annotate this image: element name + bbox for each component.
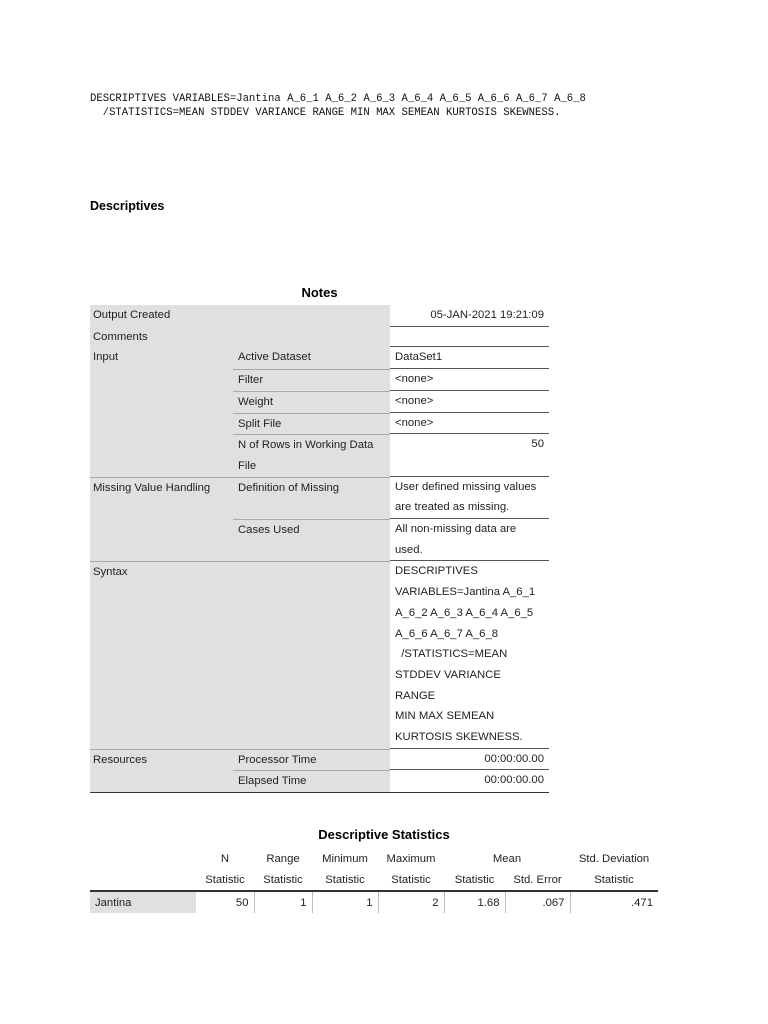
notes-label-processor-time: Processor Time (233, 749, 390, 771)
syntax-block (90, 92, 586, 120)
notes-value-filter: <none> (390, 369, 549, 391)
notes-value-cases-used-line-2: used. (395, 543, 423, 556)
desc-value-mean: 1.68 (444, 891, 505, 913)
notes-value-processor-time: 00:00:00.00 (390, 749, 549, 771)
notes-label-output-created: Output Created (90, 305, 233, 327)
desc-subheader-mean-se: Std. Error (505, 869, 570, 891)
notes-value-n-rows: 50 (390, 434, 549, 476)
desc-subheader-std-dev: Statistic (570, 869, 658, 891)
desc-value-minimum: 1 (312, 891, 378, 913)
notes-value-active-dataset: DataSet1 (390, 347, 549, 369)
notes-label-comments: Comments (90, 327, 233, 348)
notes-value-definition-line-2: are treated as missing. (395, 501, 510, 514)
notes-title: Notes (301, 285, 338, 300)
desc-subheader-minimum: Statistic (312, 869, 378, 891)
notes-syntax-line: /STATISTICS=MEAN (395, 648, 508, 661)
desc-value-std-error: .067 (505, 891, 570, 913)
notes-label-elapsed-time: Elapsed Time (233, 770, 390, 792)
notes-value-cases-used-line-1: All non-missing data are (395, 523, 517, 536)
notes-label-cases-used: Cases Used (233, 519, 390, 561)
desc-row-label: Jantina (90, 891, 196, 913)
desc-value-range: 1 (254, 891, 312, 913)
notes-value-cases-used (390, 519, 549, 561)
table-row (90, 891, 658, 913)
notes-value-split-file: <none> (390, 413, 549, 435)
notes-label-syntax: Syntax (90, 561, 233, 748)
notes-label-n-rows (233, 434, 390, 476)
desc-header-n: N (220, 852, 230, 865)
desc-stats-table (90, 848, 658, 913)
notes-value-syntax (390, 561, 549, 748)
notes-syntax-line: KURTOSIS SKEWNESS. (395, 731, 523, 744)
desc-subheader-n: Statistic (196, 869, 254, 891)
notes-value-definition-line-1: User defined missing values (395, 480, 537, 493)
notes-syntax-line: VARIABLES=Jantina A_6_1 (395, 586, 536, 599)
syntax-line-1: DESCRIPTIVES VARIABLES=Jantina A_6_1 A_6_2 A_6_3 A_6_4 A_6_5 A_6_6 A_6_7 A_6_8 (90, 93, 586, 105)
section-heading: Descriptives (90, 199, 165, 213)
desc-value-std-dev: .471 (631, 896, 653, 909)
desc-header-std-dev: Std. Deviation (578, 852, 650, 865)
notes-label-resources: Resources (90, 749, 233, 771)
desc-stats-title: Descriptive Statistics (318, 827, 450, 842)
desc-header-maximum: Maximum (386, 852, 436, 865)
notes-label-filter: Filter (233, 369, 390, 391)
desc-subheader-maximum: Statistic (378, 869, 444, 891)
notes-label-weight: Weight (233, 391, 390, 413)
notes-value-elapsed-time: 00:00:00.00 (390, 770, 549, 792)
notes-label-n-rows-line-1: N of Rows in Working Data (238, 439, 374, 452)
desc-value-n: 50 (196, 891, 254, 913)
notes-syntax-line: MIN MAX SEMEAN (395, 710, 495, 723)
desc-subheader-range: Statistic (254, 869, 312, 891)
notes-syntax-line: STDDEV VARIANCE RANGE (395, 668, 501, 702)
notes-value-output-created: 05-JAN-2021 19:21:09 (390, 305, 549, 327)
notes-label-input: Input (90, 347, 233, 369)
notes-label-definition: Definition of Missing (233, 477, 390, 519)
syntax-line-2: /STATISTICS=MEAN STDDEV VARIANCE RANGE MIN MAX SEMEAN KURTOSIS SKEWNESS. (90, 107, 561, 119)
notes-label-n-rows-line-2: File (238, 459, 257, 472)
desc-header-range: Range (266, 852, 300, 865)
notes-syntax-line: A_6_2 A_6_3 A_6_4 A_6_5 (395, 606, 534, 619)
desc-header-minimum: Minimum (322, 852, 368, 865)
notes-value-definition (390, 477, 549, 519)
notes-table (90, 305, 549, 793)
notes-value-weight: <none> (390, 391, 549, 413)
notes-syntax-line: DESCRIPTIVES (395, 565, 478, 578)
desc-value-maximum: 2 (378, 891, 444, 913)
desc-subheader-mean-stat: Statistic (444, 869, 505, 891)
notes-label-split-file: Split File (233, 413, 390, 435)
notes-syntax-line: A_6_6 A_6_7 A_6_8 (395, 627, 499, 640)
desc-header-mean: Mean (492, 852, 522, 865)
notes-label-missing: Missing Value Handling (90, 477, 233, 519)
notes-label-active-dataset: Active Dataset (233, 347, 390, 369)
